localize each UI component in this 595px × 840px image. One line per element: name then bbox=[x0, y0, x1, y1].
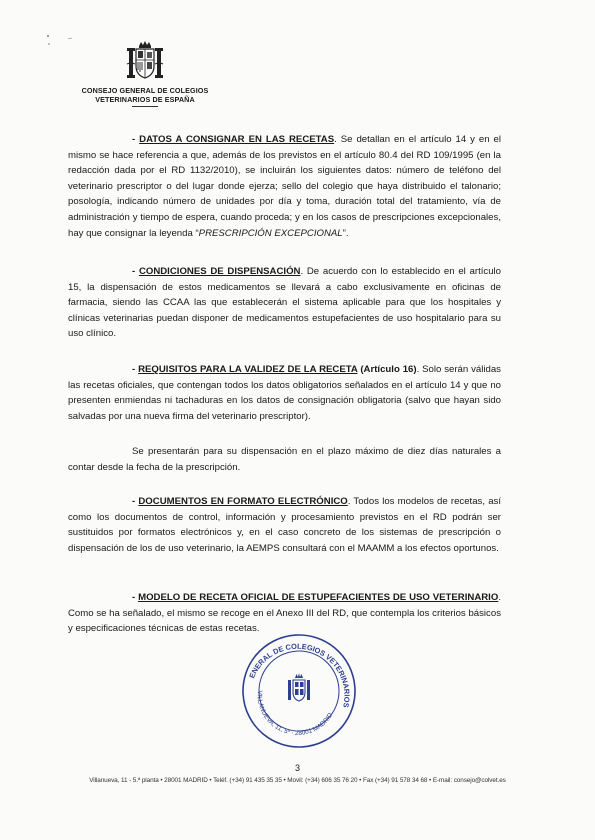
heading-condiciones: CONDICIONES DE DISPENSACIÓN bbox=[138, 266, 301, 277]
text-datos: . Se detallan en el artículo 14 y en el mismo se hace referencia a que, además de los previstos en el artículo 80.4 del RD 109/1995 (en la redacción dada por el RD 1132/2010), se incluirán los siguientes datos: número de teléfono del veterinario prescriptor o del lugar donde ejerza; sello del colegio que haya distribuido el talonario; posología, indicando número de unidades por día y toma, duración total del tratamiento, vía de administración y tiempo de espera, cuando proceda; y en los casos de prescripciones excepcionales, hay que consignar la leyenda “ bbox=[68, 134, 501, 239]
heading-modelo: MODELO DE RECETA OFICIAL DE ESTUPEFACIENTES DE USO VETERINARIO bbox=[138, 592, 499, 603]
page-number: 3 bbox=[294, 763, 300, 773]
section-documentos bbox=[68, 494, 501, 556]
header-divider bbox=[132, 106, 158, 107]
bullet-dash: - bbox=[132, 592, 139, 603]
letterhead bbox=[60, 40, 230, 107]
bullet-dash: - bbox=[132, 364, 139, 375]
section-datos bbox=[68, 132, 501, 241]
section-plazo bbox=[68, 444, 501, 475]
section-requisitos bbox=[68, 362, 501, 424]
footer-contact: Villanueva, 11 - 5.ª planta • 28001 MADRID • Teléf. (+34) 91 435 35 35 • Movil: (+34) 606 35 76 20 • Fax (+34) 91 578 34 68 • E-mail: consejo@colvet.es bbox=[89, 777, 506, 784]
heading-requisitos: REQUISITOS PARA LA VALIDEZ DE LA RECETA bbox=[138, 364, 358, 375]
text-datos-end: ”. bbox=[342, 227, 349, 239]
stamp-crest-icon bbox=[288, 673, 310, 701]
org-name-line2: VETERINARIOS DE ESPAÑA bbox=[95, 95, 195, 104]
org-name-line1: CONSEJO GENERAL DE COLEGIOS bbox=[81, 86, 209, 95]
text-documentos: . Todos los modelos de recetas, así como los documentos de control, información y procesamiento previstos en el RD podrán ser sustituidos por formatos electrónicos y, en el caso concreto de los sistemas de prescripción o dispensación de los de uso veterinario, la AEMPS consultará con el MAAMM a los efectos oportunos. bbox=[68, 496, 501, 554]
stamp-ring-text: GENERAL DE COLEGIOS VETERINARIOS bbox=[247, 641, 352, 709]
heading-requisitos-suffix: (Artículo 16) bbox=[357, 364, 417, 375]
bullet-dash: - bbox=[132, 134, 140, 145]
stamp-address-text: VILLANUEVA, 11, 5º · 28001 MADRID bbox=[255, 690, 335, 737]
heading-datos: DATOS A CONSIGNAR EN LAS RECETAS bbox=[139, 134, 335, 145]
text-plazo: Se presentarán para su dispensación en el plazo máximo de diez días naturales a contar desde la fecha de la prescripción. bbox=[68, 446, 501, 473]
text-requisitos: . Solo serán válidas las recetas oficiales, que contengan todos los datos obligatorios señalados en el artículo 14 y que no presenten enmiendas ni tachaduras en los datos de consignación obligatoria (salvo que hayan sido salvadas por una nueva firma del veterinario prescriptor). bbox=[68, 364, 501, 422]
bullet-dash: - bbox=[132, 266, 139, 277]
heading-documentos: DOCUMENTOS EN FORMATO ELECTRÓNICO bbox=[138, 496, 348, 507]
coat-of-arms-icon bbox=[125, 40, 165, 84]
text-modelo: . Como se ha señalado, el mismo se recoge en el Anexo III del RD, que contempla los criterios básicos y especificaciones técnicas de estas recetas. bbox=[68, 592, 501, 635]
text-condiciones: . De acuerdo con lo establecido en el artículo 15, la dispensación de estos medicamentos se llevará a cabo exclusivamente en oficinas de farmacia, siendo las CCAA las que establecerán el sistema aplicable para que los hospitales y clínicas veterinarias puedan disponer de medicamentos estupefacientes de uso hospitalario para su uso clínico. bbox=[68, 266, 501, 340]
bullet-dash: - bbox=[132, 496, 139, 507]
legend-excepcional: PRESCRIPCIÓN EXCEPCIONAL bbox=[198, 227, 343, 239]
official-stamp bbox=[238, 630, 360, 752]
section-condiciones bbox=[68, 264, 501, 342]
